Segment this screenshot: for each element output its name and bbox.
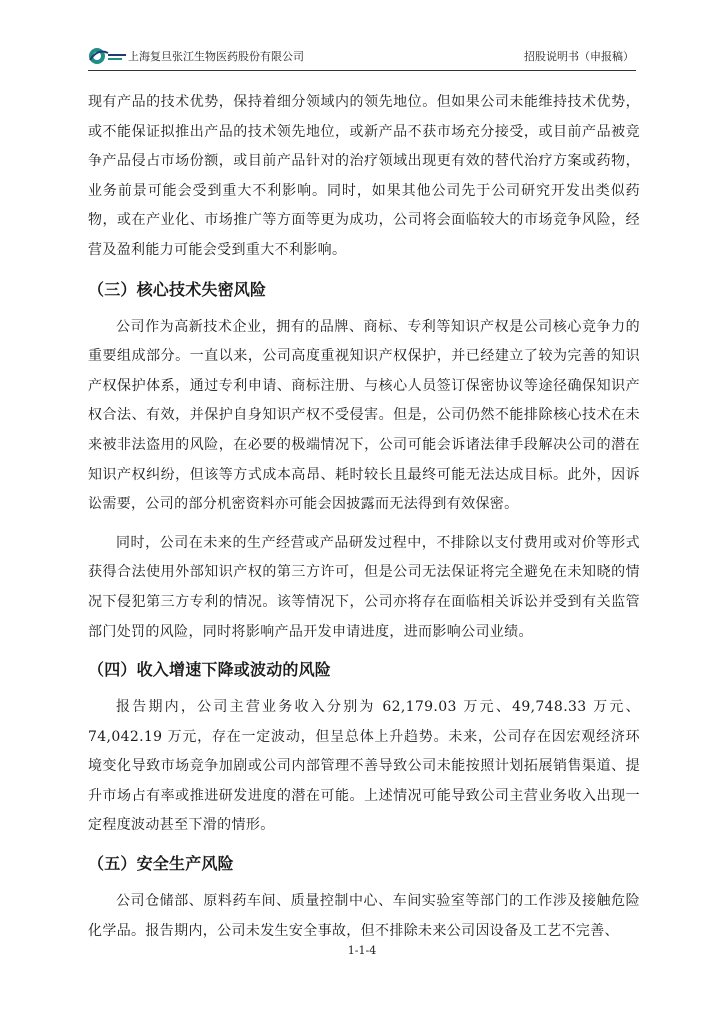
section-5-heading: （五）安全生产风险 (88, 854, 234, 874)
document-title: 招股说明书（申报稿） (524, 50, 634, 63)
section-4-paragraph-1: 报告期内，公司主营业务收入分别为 62,179.03 万元、49,748.33 万元、74,042.19 万元，存在一定波动，但呈总体上升趋势。未来，公司存在因宏观经济环境变化导致市场竞争加剧或公司内部管理不善导致公司未能按照计划拓展销售渠道、提升市场占有率或推进研发进度的潜在可能。上述情况可能导致公司主营业务收入出现一定程度波动甚至下滑的情形。 (88, 699, 640, 834)
page-number: 1-1-4 (347, 944, 377, 957)
page-body (88, 88, 640, 946)
company-logo-icon (88, 44, 128, 66)
section-5-paragraph-1: 公司仓储部、原料药车间、质量控制中心、车间实验室等部门的工作涉及接触危险化学品。报告期内，公司未发生安全事故，但不排除未来公司因设备及工艺不完善、 (88, 893, 640, 939)
continued-paragraph: 现有产品的技术优势，保持着细分领域内的领先地位。但如果公司未能维持技术优势，或不能保证拟推出产品的技术领先地位，或新产品不获市场充分接受，或目前产品被竞争产品侵占市场份额，或目前产品针对的治疗领域出现更有效的替代治疗方案或药物，业务前景可能会受到重大不利影响。同时，如果其他公司先于公司研究开发出类似药物，或在产业化、市场推广等方面等更为成功，公司将会面临较大的市场竞争风险，经营及盈利能力可能会受到重大不利影响。 (88, 94, 640, 258)
page-header (88, 40, 636, 71)
company-name: 上海复旦张江生物医药股份有限公司 (128, 50, 304, 63)
section-4-heading: （四）收入增速下降或波动的风险 (88, 660, 332, 680)
section-3-paragraph-1: 公司作为高新技术企业，拥有的品牌、商标、专利等知识产权是公司核心竞争力的重要组成部分。一直以来，公司高度重视知识产权保护，并已经建立了较为完善的知识产权保护体系，通过专利申请、商标注册、与核心人员签订保密协议等途径确保知识产权合法、有效，并保护自身知识产权不受侵害。但是，公司仍然不能排除核心技术在未来被非法盗用的风险，在必要的极端情况下，公司可能会诉诸法律手段解决公司的潜在知识产权纠纷，但该等方式成本高昂、耗时较长且最终可能无法达成目标。此外，因诉讼需要，公司的部分机密资料亦可能会因披露而无法得到有效保密。 (88, 318, 640, 513)
section-3-paragraph-2: 同时，公司在未来的生产经营或产品研发过程中，不排除以支付费用或对价等形式获得合法使用外部知识产权的第三方许可，但是公司无法保证将完全避免在未知晓的情况下侵犯第三方专利的情况。该等情况下，公司亦将存在面临相关诉讼并受到有关监管部门处罚的风险，同时将影响产品开发申请进度，进而影响公司业绩。 (88, 534, 640, 640)
section-3-heading: （三）核心技术失密风险 (88, 279, 267, 299)
